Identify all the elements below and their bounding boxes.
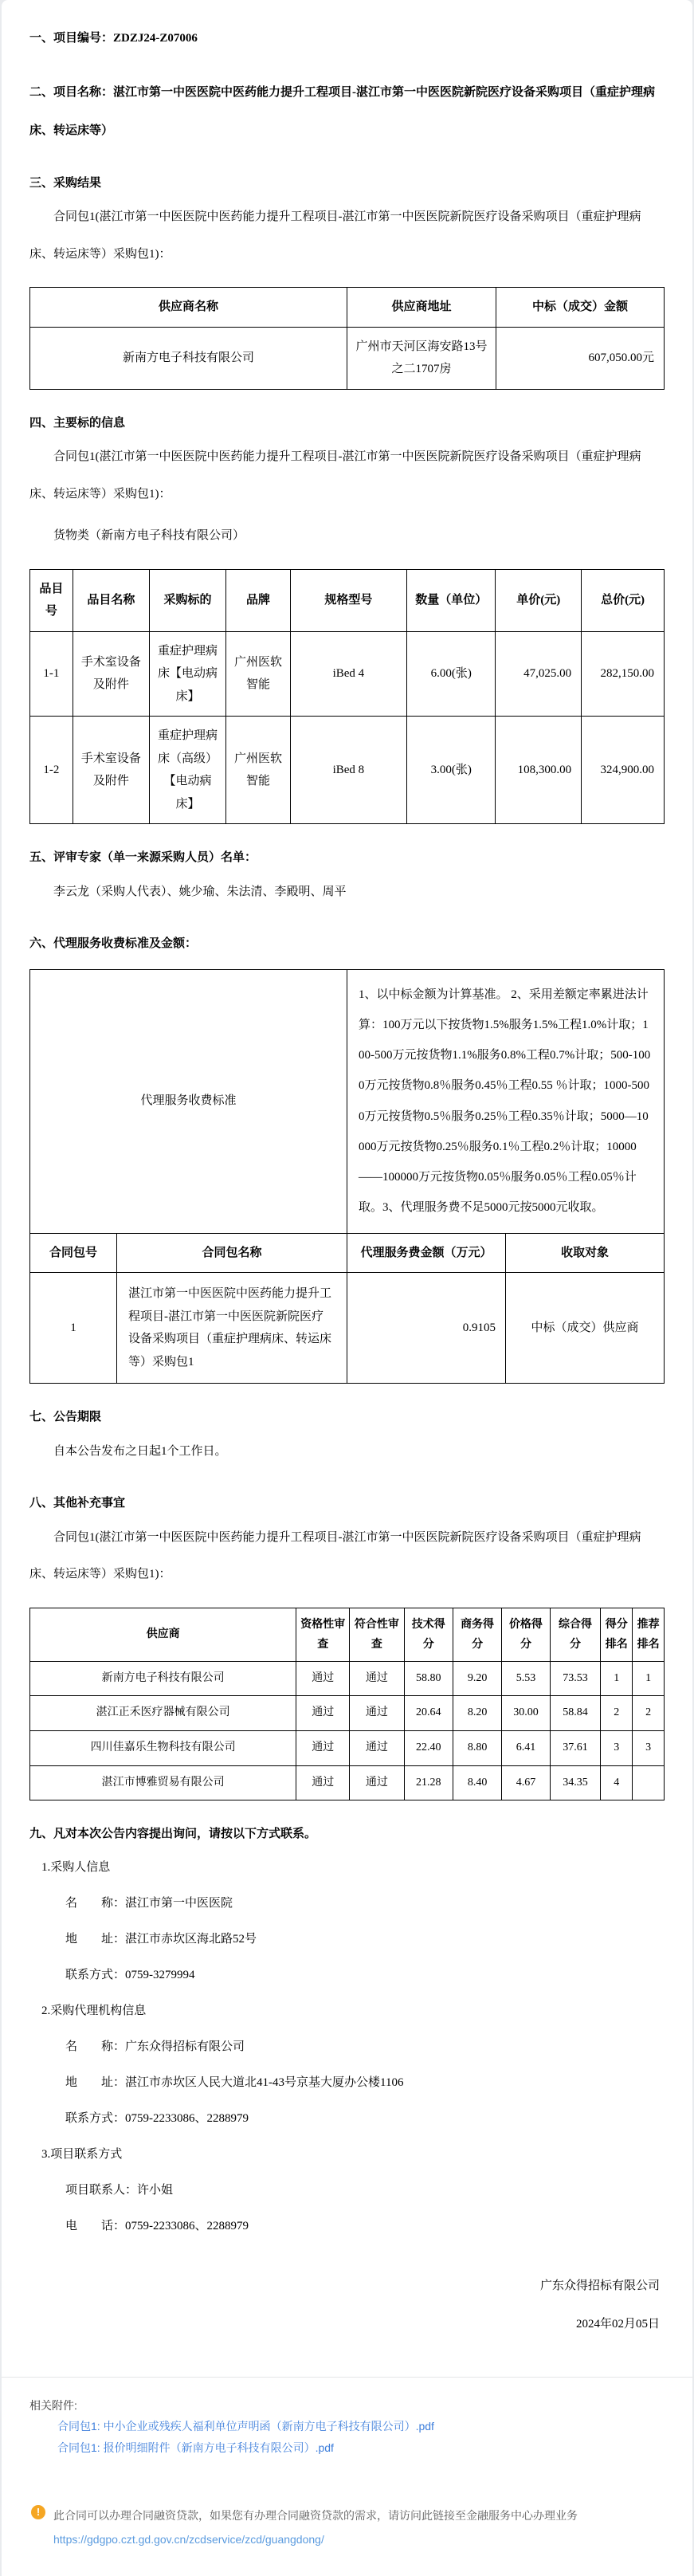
- col-header-qualification-review: 资格性审查: [296, 1608, 350, 1661]
- cell-score-rank: 1: [601, 1661, 633, 1696]
- cell-business-score: 9.20: [453, 1661, 501, 1696]
- col-header-item-name: 品目名称: [73, 569, 149, 631]
- attachment-link-declaration-pdf[interactable]: 合同包1: 中小企业或残疾人福利单位声明函（新南方电子科技有限公司）.pdf: [57, 2420, 434, 2433]
- cell-supplier: 湛江正禾医疗器械有限公司: [30, 1696, 296, 1731]
- cell-subject: 重症护理病床【电动病床】: [149, 631, 225, 717]
- cell-unit-price: 47,025.00: [496, 631, 582, 717]
- attachment-link-quotation-pdf[interactable]: 合同包1: 报价明细附件（新南方电子科技有限公司）.pdf: [57, 2441, 334, 2454]
- financing-notice-text: 此合同可以办理合同融资贷款，如果您有办理合同融资贷款的需求，请访问此链接至金融服务中心办理业务: [53, 2508, 578, 2522]
- announcement-page: [2, 0, 692, 2576]
- announcement-period: 自本公告发布之日起1个工作日。: [53, 1444, 227, 1458]
- agency-info-subheading: 2.采购代理机构信息: [41, 2004, 147, 2017]
- signature-block: [29, 2267, 665, 2343]
- cell-business-score: 8.80: [453, 1731, 501, 1766]
- table-row: [30, 327, 665, 389]
- purchaser-phone: 联系方式：0759-3279994: [65, 1968, 195, 1981]
- cell-technical-score: 21.28: [404, 1765, 453, 1800]
- cell-item-name: 手术室设备及附件: [73, 631, 149, 717]
- cell-subject: 重症护理病床（高级）【电动病床】: [149, 717, 225, 824]
- col-header-package-no: 合同包号: [30, 1233, 117, 1273]
- col-header-business-score: 商务得分: [453, 1608, 501, 1661]
- cell-conformity: 通过: [350, 1661, 404, 1696]
- cell-price-score: 4.67: [502, 1765, 550, 1800]
- financing-service-link[interactable]: https://gdgpo.czt.gd.gov.cn/zcdservice/zcd/guangdong/: [53, 2533, 324, 2547]
- cell-total-score: 73.53: [550, 1661, 601, 1696]
- signature-date: 2024年02月05日: [575, 2317, 660, 2331]
- exclamation-icon: !: [31, 2505, 45, 2519]
- cell-supplier: 新南方电子科技有限公司: [30, 1661, 296, 1696]
- cell-brand: 广州医软智能: [226, 631, 291, 717]
- evaluation-score-table: [29, 1608, 665, 1801]
- fee-standard-text: 1、以中标金额为计算基准。 2、采用差额定率累进法计算：100万元以下按货物1.5%服务1.5%工程1.0%计取；100-500万元按货物1.1%服务0.8%工程0.7%计取；500-1000万元按货物0.8％服务0.45％工程0.55 ％计取；1000-5000万元按货物0.5％服务0.25％工程0.35％计取；5000—10000万元按货物0.25％服务0.1％工程0.2％计取；10000——100000万元按货物0.05％服务0.05％工程0.05％计取。3、代理服务费不足5000元按5000元收取。: [347, 969, 664, 1233]
- cell-award-amount: 607,050.00元: [496, 327, 665, 389]
- cell-recommend-rank: 2: [633, 1696, 665, 1731]
- cell-qualification: 通过: [296, 1661, 350, 1696]
- purchaser-name: 名 称：湛江市第一中医医院: [65, 1896, 233, 1910]
- col-header-fee-amount: 代理服务费金额（万元）: [347, 1233, 505, 1273]
- cell-item-no: 1-1: [30, 631, 73, 717]
- cell-price-score: 6.41: [502, 1731, 550, 1766]
- project-contact-phone: 电 话：0759-2233086、2288979: [65, 2219, 249, 2232]
- agency-phone: 联系方式：0759-2233086、2288979: [65, 2111, 249, 2125]
- expert-names: 李云龙（采购人代表）、姚少瑜、朱法清、李殿明、周平: [53, 885, 347, 898]
- cell-price-score: 30.00: [502, 1696, 550, 1731]
- cell-qualification: 通过: [296, 1765, 350, 1800]
- table-header-row: [30, 1608, 665, 1661]
- cell-conformity: 通过: [350, 1731, 404, 1766]
- col-header-fee-payer: 收取对象: [505, 1233, 664, 1273]
- section-2-project-name: 二、项目名称：湛江市第一中医医院中医药能力提升工程项目-湛江市第一中医医院新院医疗设备采购项目（重症护理病床、转运床等）: [29, 85, 656, 137]
- col-header-supplier: 供应商: [30, 1608, 296, 1661]
- cell-business-score: 8.20: [453, 1696, 501, 1731]
- cell-recommend-rank: [633, 1765, 665, 1800]
- section-4-intro: 合同包1(湛江市第一中医医院中医药能力提升工程项目-湛江市第一中医医院新院医疗设备采购项目（重症护理病床、转运床等）采购包1)：: [29, 450, 641, 501]
- table-row: [30, 1661, 665, 1696]
- cell-total-score: 58.84: [550, 1696, 601, 1731]
- table-row: [30, 717, 665, 824]
- cell-fee-amount: 0.9105: [347, 1273, 505, 1384]
- cell-technical-score: 20.64: [404, 1696, 453, 1731]
- attachments-label: 相关附件:: [29, 2398, 77, 2412]
- main-items-table: [29, 569, 665, 825]
- table-row: [30, 1731, 665, 1766]
- cell-total-score: 37.61: [550, 1731, 601, 1766]
- cell-conformity: 通过: [350, 1696, 404, 1731]
- col-header-supplier-address: 供应商地址: [347, 288, 496, 328]
- cell-business-score: 8.40: [453, 1765, 501, 1800]
- cell-quantity: 3.00(张): [406, 717, 496, 824]
- cell-score-rank: 2: [601, 1696, 633, 1731]
- col-header-recommend-rank: 推荐排名: [633, 1608, 665, 1661]
- attachments-section: [29, 2378, 665, 2459]
- signature-company: 广东众得招标有限公司: [539, 2279, 660, 2292]
- col-header-subject: 采购标的: [149, 569, 225, 631]
- cell-price-score: 5.53: [502, 1661, 550, 1696]
- table-header-row: [30, 288, 665, 328]
- col-header-conformity-review: 符合性审查: [350, 1608, 404, 1661]
- table-row: [30, 1696, 665, 1731]
- cell-unit-price: 108,300.00: [496, 717, 582, 824]
- section-1-project-number: 一、项目编号：ZDZJ24-Z07006: [29, 32, 198, 45]
- section-8-heading: 八、其他补充事宜: [29, 1497, 126, 1510]
- col-header-technical-score: 技术得分: [404, 1608, 453, 1661]
- col-header-price-score: 价格得分: [502, 1608, 550, 1661]
- cell-recommend-rank: 1: [633, 1661, 665, 1696]
- cell-supplier: 湛江市博雅贸易有限公司: [30, 1765, 296, 1800]
- section-3-intro: 合同包1(湛江市第一中医医院中医药能力提升工程项目-湛江市第一中医医院新院医疗设备采购项目（重症护理病床、转运床等）采购包1)：: [29, 210, 641, 261]
- cell-conformity: 通过: [350, 1765, 404, 1800]
- cell-recommend-rank: 3: [633, 1731, 665, 1766]
- cell-qualification: 通过: [296, 1731, 350, 1766]
- col-header-supplier-name: 供应商名称: [30, 288, 347, 328]
- table-header-row: [30, 1233, 665, 1273]
- financing-notice: [29, 2503, 665, 2553]
- purchaser-address: 地 址：湛江市赤坎区海北路52号: [65, 1932, 257, 1946]
- agency-fee-table: [29, 969, 665, 1384]
- financing-notice-body: [53, 2503, 578, 2553]
- col-header-item-no: 品目号: [30, 569, 73, 631]
- table-row: [30, 1765, 665, 1800]
- col-header-quantity: 数量（单位）: [406, 569, 496, 631]
- cell-technical-score: 22.40: [404, 1731, 453, 1766]
- cell-model: iBed 4: [290, 631, 406, 717]
- cell-supplier-name: 新南方电子科技有限公司: [30, 327, 347, 389]
- section-4-heading: 四、主要标的信息: [29, 416, 126, 430]
- section-9-heading: 九、凡对本次公告内容提出询问，请按以下方式联系。: [29, 1828, 317, 1841]
- col-header-score-rank: 得分排名: [601, 1608, 633, 1661]
- cell-item-no: 1-2: [30, 717, 73, 824]
- cell-model: iBed 8: [290, 717, 406, 824]
- cell-item-name: 手术室设备及附件: [73, 717, 149, 824]
- cell-total-score: 34.35: [550, 1765, 601, 1800]
- table-header-row: [30, 569, 665, 631]
- cell-fee-payer: 中标（成交）供应商: [505, 1273, 664, 1384]
- col-header-package-name: 合同包名称: [117, 1233, 347, 1273]
- table-row: [30, 631, 665, 717]
- col-header-award-amount: 中标（成交）金额: [496, 288, 665, 328]
- cell-score-rank: 3: [601, 1731, 633, 1766]
- section-6-heading: 六、代理服务收费标准及金额：: [29, 937, 198, 950]
- table-row: [30, 1273, 665, 1384]
- cell-technical-score: 58.80: [404, 1661, 453, 1696]
- purchaser-info-subheading: 1.采购人信息: [41, 1860, 111, 1874]
- cell-brand: 广州医软智能: [226, 717, 291, 824]
- col-header-unit-price: 单价(元): [496, 569, 582, 631]
- cell-quantity: 6.00(张): [406, 631, 496, 717]
- agency-address: 地 址：湛江市赤坎区人民大道北41-43号京基大厦办公楼1106: [65, 2075, 404, 2089]
- section-8-intro: 合同包1(湛江市第一中医医院中医药能力提升工程项目-湛江市第一中医医院新院医疗设备采购项目（重症护理病床、转运床等）采购包1)：: [29, 1530, 641, 1581]
- section-7-heading: 七、公告期限: [29, 1411, 102, 1423]
- cell-package-name: 湛江市第一中医医院中医药能力提升工程项目-湛江市第一中医医院新院医疗设备采购项目（重症护理病床、转运床等）采购包1: [117, 1273, 347, 1384]
- project-contact-subheading: 3.项目联系方式: [41, 2147, 123, 2161]
- cell-supplier: 四川佳嘉乐生物科技有限公司: [30, 1731, 296, 1766]
- cell-score-rank: 4: [601, 1765, 633, 1800]
- fee-standard-label: 代理服务收费标准: [30, 969, 347, 1233]
- section-5-heading: 五、评审专家（单一来源采购人员）名单：: [29, 851, 257, 864]
- col-header-total-price: 总价(元): [582, 569, 665, 631]
- project-contact-person: 项目联系人：许小姐: [65, 2183, 174, 2197]
- cell-supplier-address: 广州市天河区海安路13号之二1707房: [347, 327, 496, 389]
- col-header-total-score: 综合得分: [550, 1608, 601, 1661]
- col-header-brand: 品牌: [226, 569, 291, 631]
- col-header-model: 规格型号: [290, 569, 406, 631]
- procurement-result-table: [29, 287, 665, 390]
- agency-name: 名 称：广东众得招标有限公司: [65, 2040, 245, 2053]
- fee-standard-row: [30, 969, 665, 1233]
- cell-total-price: 282,150.00: [582, 631, 665, 717]
- cell-total-price: 324,900.00: [582, 717, 665, 824]
- cell-package-no: 1: [30, 1273, 117, 1384]
- cell-qualification: 通过: [296, 1696, 350, 1731]
- section-4-subtitle: 货物类（新南方电子科技有限公司）: [53, 529, 245, 542]
- section-3-heading: 三、采购结果: [29, 176, 102, 190]
